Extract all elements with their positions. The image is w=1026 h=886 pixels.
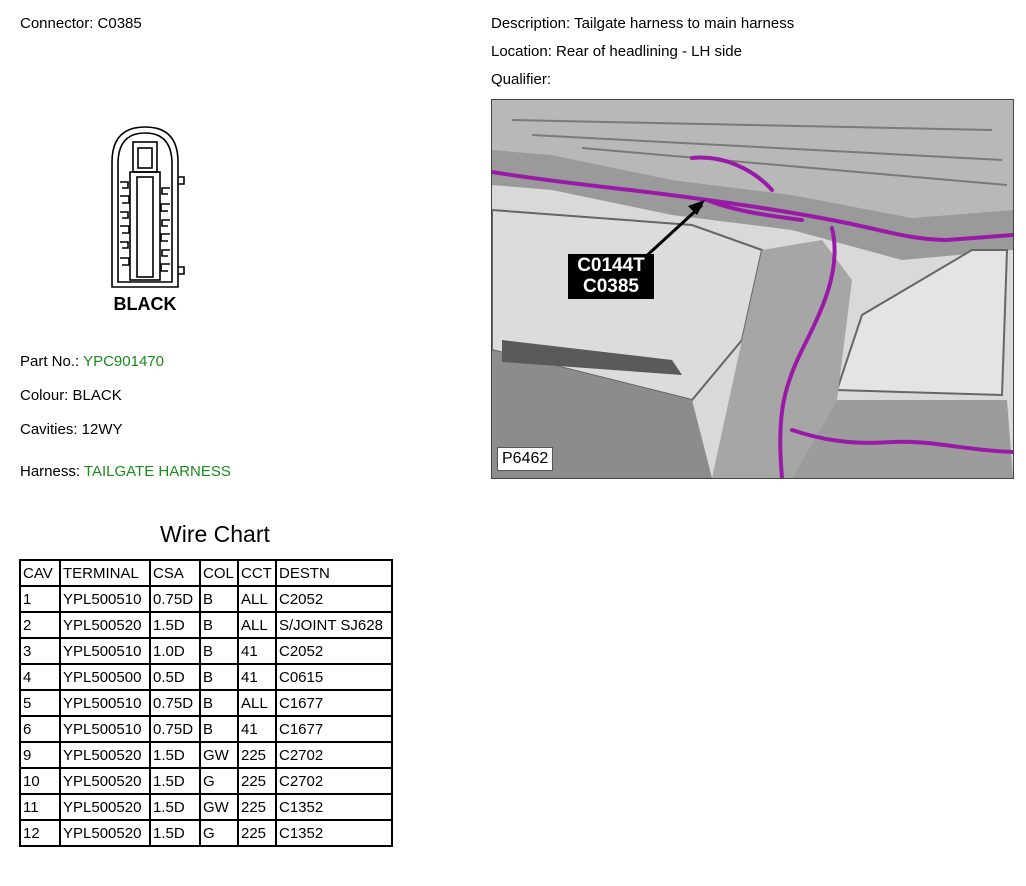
cell-csa: 1.5D [150, 612, 200, 638]
wire-chart-table [19, 559, 393, 847]
cell-cct: 41 [238, 664, 276, 690]
wire-chart-body [20, 586, 392, 846]
cell-cct: 225 [238, 742, 276, 768]
cell-col: GW [200, 794, 238, 820]
table-row [20, 638, 392, 664]
cell-destn: C2702 [276, 768, 392, 794]
cell-cav: 5 [20, 690, 60, 716]
cell-col: G [200, 820, 238, 846]
cell-csa: 1.5D [150, 820, 200, 846]
cell-cav: 9 [20, 742, 60, 768]
cell-terminal: YPL500510 [60, 586, 150, 612]
location-label: Location: Rear of headlining - LH side [491, 43, 742, 60]
table-row [20, 768, 392, 794]
cell-cav: 3 [20, 638, 60, 664]
cell-cav: 1 [20, 586, 60, 612]
cell-col: B [200, 690, 238, 716]
table-row [20, 664, 392, 690]
cell-destn: C1352 [276, 794, 392, 820]
column-header-col: COL [200, 560, 238, 586]
cell-terminal: YPL500510 [60, 716, 150, 742]
qualifier-label: Qualifier: [491, 71, 552, 88]
part-number-label: Part No.: [20, 353, 84, 370]
cell-cct: 225 [238, 820, 276, 846]
part-number [20, 353, 164, 371]
cell-csa: 0.5D [150, 664, 200, 690]
cell-destn: C1677 [276, 716, 392, 742]
connector-colour-caption: BLACK [113, 294, 177, 314]
wire-chart-header-row [20, 560, 392, 586]
cell-col: B [200, 664, 238, 690]
cell-destn: C0615 [276, 664, 392, 690]
cell-destn: C2052 [276, 586, 392, 612]
cell-terminal: YPL500510 [60, 638, 150, 664]
cell-col: GW [200, 742, 238, 768]
column-header-terminal: TERMINAL [60, 560, 150, 586]
cell-csa: 1.5D [150, 742, 200, 768]
cell-csa: 0.75D [150, 716, 200, 742]
cell-destn: C2052 [276, 638, 392, 664]
cell-cav: 2 [20, 612, 60, 638]
connector-callout-line2: C0385 [583, 276, 639, 297]
table-row [20, 742, 392, 768]
column-header-cav: CAV [20, 560, 60, 586]
table-row [20, 690, 392, 716]
cell-terminal: YPL500520 [60, 612, 150, 638]
cell-col: B [200, 586, 238, 612]
cell-destn: C1352 [276, 820, 392, 846]
column-header-destn: DESTN [276, 560, 392, 586]
cell-destn: C1677 [276, 690, 392, 716]
cell-cct: 225 [238, 794, 276, 820]
cell-cct: 41 [238, 638, 276, 664]
cell-cav: 12 [20, 820, 60, 846]
harness [20, 463, 231, 481]
cell-cav: 6 [20, 716, 60, 742]
photo-reference: P6462 [497, 447, 553, 471]
cell-csa: 1.5D [150, 768, 200, 794]
cell-col: G [200, 768, 238, 794]
cell-cct: 225 [238, 768, 276, 794]
cell-cct: ALL [238, 586, 276, 612]
table-row [20, 586, 392, 612]
connector-callout [568, 254, 654, 299]
cell-cct: 41 [238, 716, 276, 742]
table-row [20, 820, 392, 846]
cell-cct: ALL [238, 690, 276, 716]
harness-label: Harness: [20, 463, 84, 480]
cell-terminal: YPL500520 [60, 820, 150, 846]
cell-csa: 0.75D [150, 690, 200, 716]
wire-chart-title: Wire Chart [160, 521, 270, 547]
cell-cav: 11 [20, 794, 60, 820]
cavities-label: Cavities: 12WY [20, 421, 123, 438]
cell-terminal: YPL500520 [60, 742, 150, 768]
table-row [20, 612, 392, 638]
connector-face-diagram [100, 122, 190, 317]
connector-callout-line1: C0144T [577, 255, 645, 276]
cell-destn: S/JOINT SJ628 [276, 612, 392, 638]
harness-link[interactable]: TAILGATE HARNESS [83, 463, 231, 480]
cell-csa: 1.5D [150, 794, 200, 820]
column-header-cct: CCT [238, 560, 276, 586]
colour-label: Colour: BLACK [20, 387, 122, 404]
cell-destn: C2702 [276, 742, 392, 768]
cell-csa: 1.0D [150, 638, 200, 664]
cell-cct: ALL [238, 612, 276, 638]
cell-terminal: YPL500520 [60, 794, 150, 820]
cell-col: B [200, 612, 238, 638]
description-label: Description: Tailgate harness to main harness [491, 15, 795, 32]
cell-col: B [200, 638, 238, 664]
connector-label: Connector: C0385 [20, 15, 142, 32]
cell-csa: 0.75D [150, 586, 200, 612]
table-row [20, 794, 392, 820]
column-header-csa: CSA [150, 560, 200, 586]
table-row [20, 716, 392, 742]
cell-cav: 10 [20, 768, 60, 794]
part-number-link[interactable]: YPC901470 [83, 353, 164, 370]
cell-terminal: YPL500500 [60, 664, 150, 690]
cell-col: B [200, 716, 238, 742]
cell-terminal: YPL500510 [60, 690, 150, 716]
cell-cav: 4 [20, 664, 60, 690]
cell-terminal: YPL500520 [60, 768, 150, 794]
